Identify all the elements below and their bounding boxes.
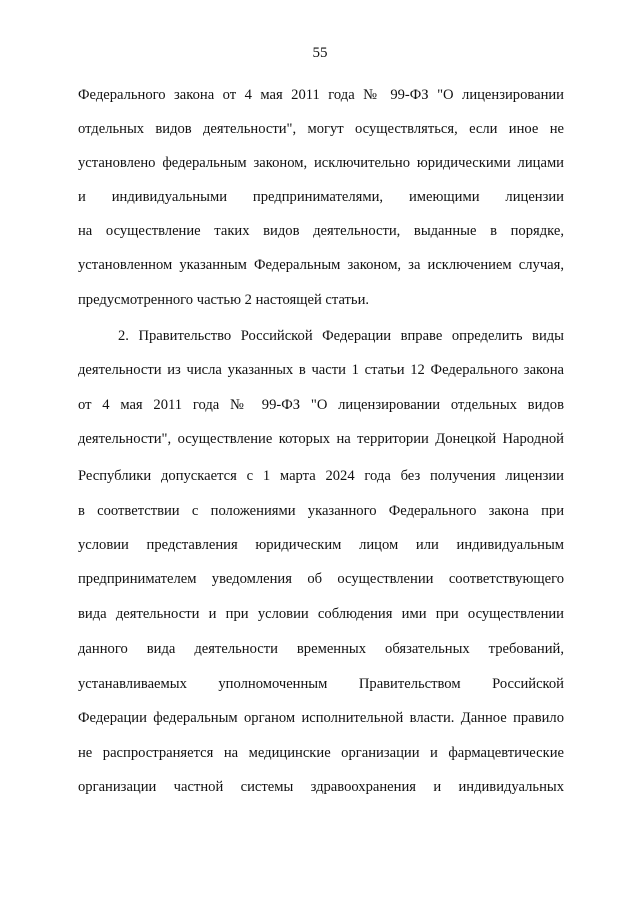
text-line: Федерации федеральным органом исполнительной власти. Данное правило [78,710,564,726]
text-line: данного вида деятельности временных обязательных требований, [78,641,564,657]
text-line: установлено федеральным законом, исключительно юридическими лицами [78,155,564,171]
text-line: предусмотренного частью 2 настоящей статьи. [78,292,370,308]
text-line: организации частной системы здравоохранения и индивидуальных [78,779,564,795]
text-line: и индивидуальными предпринимателями, имеющими лицензии [78,189,564,205]
text-line: не распространяется на медицинские организации и фармацевтические [78,745,564,761]
text-line: деятельности из числа указанных в части 1 статьи 12 Федерального закона [78,362,564,378]
text-line: в соответствии с положениями указанного Федерального закона при [78,503,564,519]
text-line: Федерального закона от 4 мая 2011 года № 99-ФЗ "О лицензировании [78,87,564,103]
page-number: 55 [312,45,328,61]
text-line: предпринимателем уведомления об осуществлении соответствующего [78,571,564,587]
text-line: на осуществление таких видов деятельности, выданные в порядке, [78,223,564,239]
text-line: вида деятельности и при условии соблюдения ими при осуществлении [78,606,564,622]
text-line: от 4 мая 2011 года № 99-ФЗ "О лицензировании отдельных видов [78,397,564,413]
text-line: устанавливаемых уполномоченным Правительством Российской [78,676,564,692]
text-line: условии представления юридическим лицом или индивидуальным [78,537,564,553]
text-line: деятельности", осуществление которых на территории Донецкой Народной [78,431,564,447]
paragraph-2-first-line: 2. Правительство Российской Федерации вправе определить виды [118,328,564,344]
text-line: установленном указанным Федеральным законом, за исключением случая, [78,257,564,273]
text-line: отдельных видов деятельности", могут осуществляться, если иное не [78,121,564,137]
text-line: Республики допускается с 1 марта 2024 года без получения лицензии [78,468,564,484]
